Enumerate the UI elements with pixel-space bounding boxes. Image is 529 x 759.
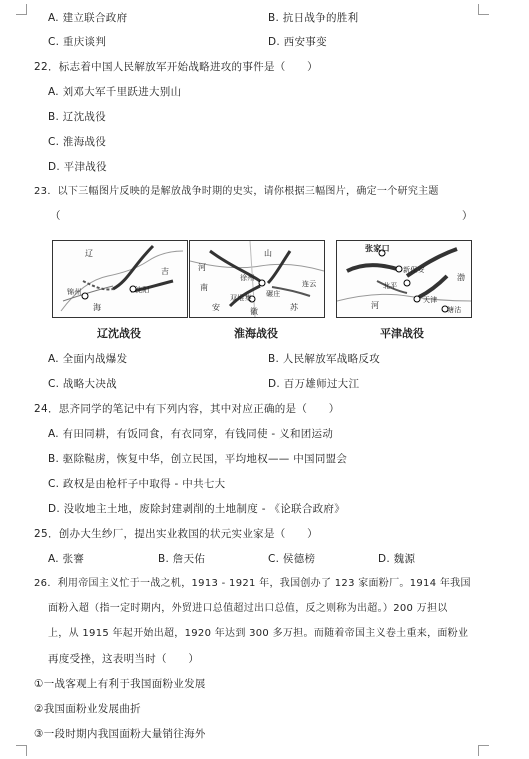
option-row (48, 452, 347, 466)
option-row (48, 85, 181, 99)
map-label: 山 (264, 249, 273, 258)
map-label: 徽 (250, 307, 259, 316)
question-stem: 24．思齐同学的笔记中有下列内容，其中对应正确的是（ ） (34, 403, 340, 415)
option-text: 政权是由枪杆子中取得 - 中共七大 (62, 478, 226, 490)
option-label: C. (48, 36, 60, 48)
option-text: 战略大决战 (62, 378, 117, 390)
option-text: 抗日战争的胜利 (282, 12, 359, 24)
option-row (48, 427, 333, 441)
option-text: 侯德榜 (282, 553, 316, 565)
option-row (48, 110, 106, 124)
statement: ①一战客观上有利于我国面粉业发展 (34, 678, 206, 690)
option-text: 没收地主土地，废除封建剥削的土地制度 - 《论联合政府》 (63, 503, 346, 515)
map-liaoshen-drawing (53, 241, 187, 317)
option-label: D. (378, 553, 391, 565)
map-label: 连云 (302, 280, 317, 288)
map-label: 锦州 (67, 288, 82, 296)
option-row (48, 135, 106, 149)
map-label: 南 (200, 283, 209, 292)
map-label: 河 (371, 301, 380, 310)
option-label: C. (48, 478, 60, 490)
map-label: 安 (212, 303, 221, 312)
option-row (268, 377, 359, 391)
option-row (268, 552, 315, 566)
option-label: D. (268, 378, 281, 390)
option-label: B. (48, 453, 60, 465)
map-pingjin (336, 240, 472, 318)
question-stem-line: 面粉入超（指一定时期内，外贸进口总值超过出口总值，反之则称为出超。）200 万担以 (48, 603, 448, 614)
corner-mark (478, 4, 489, 15)
option-label: A. (48, 86, 59, 98)
question-stem-line: 再度受挫，这表明当时（ ） (48, 653, 200, 665)
map-label: 天津 (423, 296, 438, 304)
option-text: 辽沈战役 (62, 111, 106, 123)
option-label: A. (48, 12, 59, 24)
option-text: 西安事变 (283, 36, 327, 48)
map-label: 碾庄 (266, 290, 281, 298)
option-label: D. (48, 503, 61, 515)
map-label: 吉 (161, 267, 170, 276)
option-label: A. (48, 353, 59, 365)
paren-close: ） (462, 210, 473, 222)
option-label: D. (268, 36, 281, 48)
option-row (158, 552, 205, 566)
option-row (48, 477, 226, 491)
map-label: 河 (198, 263, 207, 272)
option-row (48, 35, 106, 49)
option-label: B. (158, 553, 170, 565)
option-label: B. (268, 353, 280, 365)
corner-mark (16, 4, 27, 15)
corner-mark (478, 745, 489, 756)
option-row (48, 377, 117, 391)
map-label: 辽 (85, 249, 94, 258)
option-label: B. (268, 12, 280, 24)
map-huaihai (189, 240, 325, 318)
map-liaoshen (52, 240, 188, 318)
option-text: 平津战役 (63, 161, 107, 173)
option-row (48, 552, 84, 566)
option-text: 人民解放军战略反攻 (282, 353, 380, 365)
option-label: A. (48, 553, 59, 565)
option-row (48, 502, 345, 516)
option-text: 重庆谈判 (62, 36, 107, 48)
option-text: 驱除鞑虏，恢复中华，创立民国，平均地权—— 中国同盟会 (62, 453, 348, 465)
option-row (378, 552, 415, 566)
map-label: 塘沽 (447, 306, 462, 314)
option-row (268, 35, 327, 49)
option-text: 张謇 (62, 553, 85, 565)
map-label: 北平 (383, 282, 398, 290)
map-label: 渤 (457, 273, 466, 282)
option-label: A. (48, 428, 59, 440)
option-label: D. (48, 161, 61, 173)
map-label: 张家口 (365, 244, 390, 253)
option-row (268, 352, 380, 366)
option-text: 有田同耕，有饭同食，有衣同穿，有钱同使 - 义和团运动 (62, 428, 334, 440)
paren-open: （ (50, 210, 61, 222)
map-label: 海 (93, 303, 102, 312)
map-caption: 平津战役 (380, 327, 424, 340)
statement: ③一段时期内我国面粉大量销往海外 (34, 728, 206, 740)
statement: ②我国面粉业发展曲折 (34, 703, 141, 715)
option-row (268, 11, 358, 25)
option-label: B. (48, 111, 60, 123)
option-row (48, 352, 127, 366)
question-stem: 26．利用帝国主义忙于一战之机，1913 - 1921 年，我国创办了 123 家面粉厂。1914 年我国 (34, 578, 471, 589)
option-row (48, 160, 107, 174)
option-text: 建立联合政府 (62, 12, 128, 24)
map-label: 苏 (290, 303, 299, 312)
option-text: 淮海战役 (62, 136, 107, 148)
option-text: 刘邓大军千里跃进大别山 (62, 86, 182, 98)
question-stem: 25．创办大生纱厂，提出实业救国的状元实业家是（ ） (34, 528, 318, 540)
map-label: 沈阳 (135, 286, 150, 294)
question-stem-line: 上，从 1915 年起开始出超，1920 年达到 300 多万担。而随着帝国主义卷土重来，面粉业 (48, 628, 469, 639)
option-row (48, 11, 127, 25)
option-text: 全面内战爆发 (62, 353, 128, 365)
question-stem: 23．以下三幅图片反映的是解放战争时期的史实，请你根据三幅图片，确定一个研究主题 (34, 186, 439, 197)
question-stem: 22．标志着中国人民解放军开始战略进攻的事件是（ ） (34, 61, 318, 73)
map-label: 双堆集 (230, 294, 252, 302)
option-text: 魏源 (393, 553, 416, 565)
map-caption: 淮海战役 (234, 327, 278, 340)
option-label: C. (48, 378, 60, 390)
map-label: 新保安 (403, 266, 425, 274)
option-label: C. (48, 136, 60, 148)
option-text: 百万雄师过大江 (283, 378, 360, 390)
corner-mark (16, 745, 27, 756)
map-label: 徐州 (240, 274, 255, 282)
map-caption: 辽沈战役 (97, 327, 141, 340)
option-label: C. (268, 553, 280, 565)
option-text: 詹天佑 (172, 553, 206, 565)
